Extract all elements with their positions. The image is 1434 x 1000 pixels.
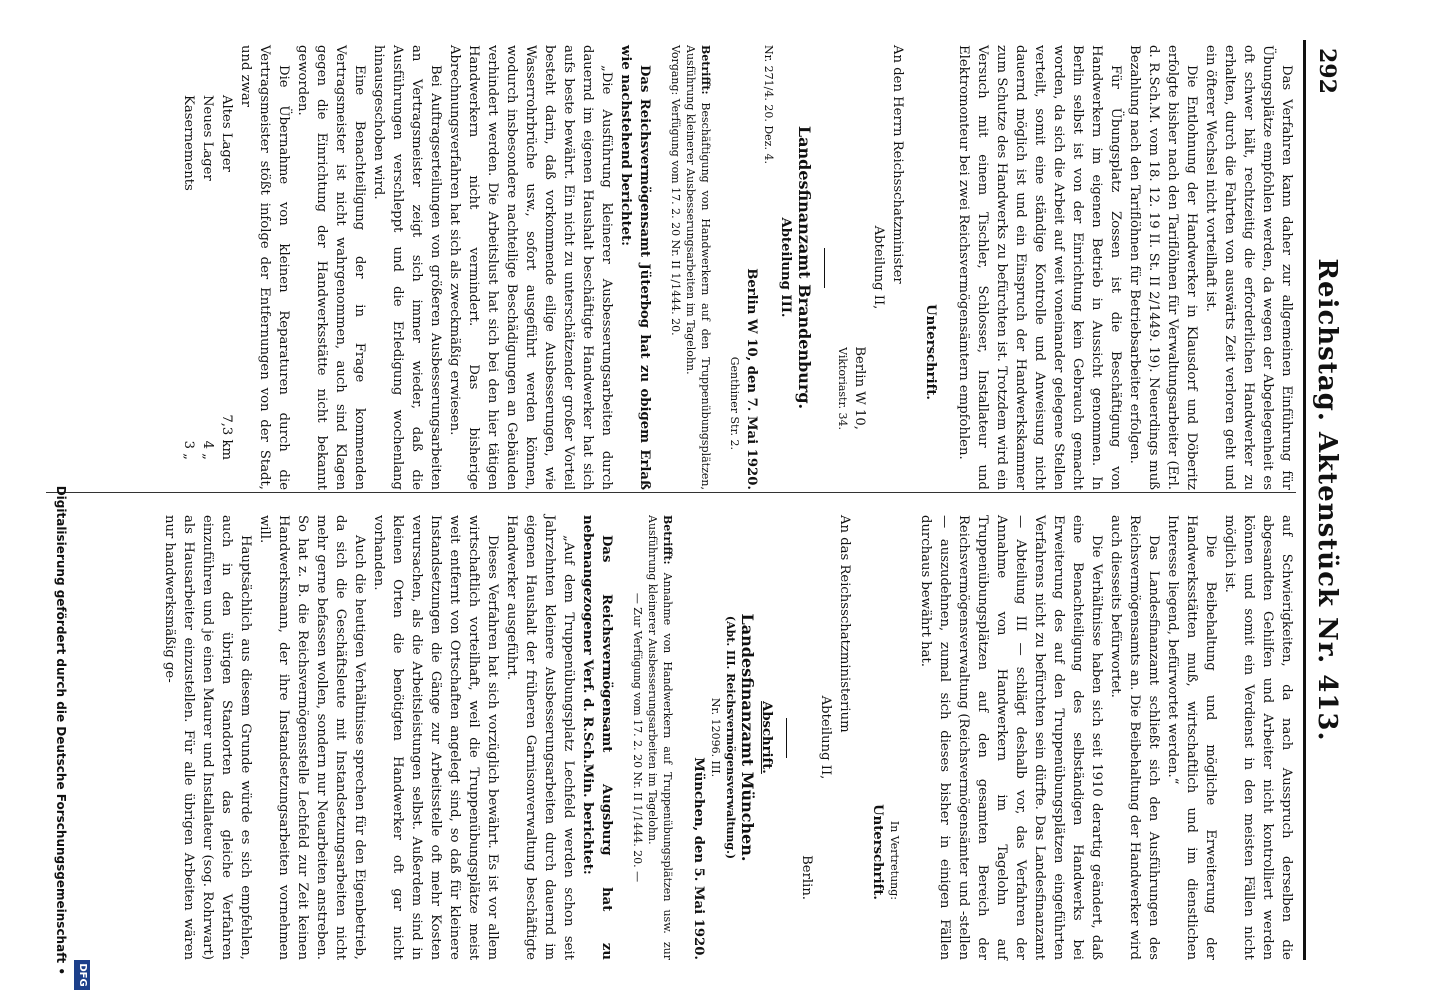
paragraph: Bei Auftragserteilungen von größeren Ausbesserungsarbeiten an Vertragsmeister zeigt sich immer wieder, daß die Ausführungen verschleppt und die Erledigung wochenlang hinausgeschoben wird.	[371, 45, 443, 490]
left-column	[179, 45, 1296, 490]
address-city: Berlin W 10,	[852, 346, 867, 430]
signature-label: In Vertretung:	[888, 820, 901, 900]
date-place: Berlin W 10, den 7. Mai 1920.	[744, 268, 759, 490]
paragraph: Die Beibehaltung und mögliche Erweiterung der Handwerksstätten muß, wirtschaftlich und im dienstlichen Interesse liegend, befürwortet werden.“	[1165, 515, 1218, 960]
abschrift-heading: Abschrift.	[759, 701, 774, 774]
paragraph: Das Reichsvermögensamt Jüterbog hat zu obigem Erlaß wie nachstehend berichtet:	[618, 45, 652, 490]
paragraph: Für Übungsplatz Zossen ist die Beschäftigung von Handwerkern im eigenen Betrieb in Aussicht genommen. In Berlin selbst ist von der Einrichtung kein Gebrauch gemacht worden, da sich die Arbeit auf weit voneinander gelegene Stellen verteilt, somit eine ständige Kontrolle und Anweisung nicht dauernd möglich ist und ein Einspruch der Handwerkskammer zum Schutze des Handwerks zu befürchten ist. Trotzdem wird ein Versuch mit einem Tischler, Schlosser, Installateur und Elektromonteur bei zwei Reichsvermögensämtern empfohlen.	[956, 45, 1123, 490]
divider-rule	[824, 248, 825, 288]
distance-row: Neues Lager 4 „	[200, 95, 215, 460]
digitization-credit: Digitalisierung gefördert durch die Deutsche Forschungsgemeinschaft •	[54, 485, 68, 975]
betrifft-label: Betrifft:	[661, 515, 674, 565]
betrifft-block	[683, 45, 713, 490]
paragraph: Eine Benachteiligung der in Frage kommenden Vertragsmeister ist nicht wahrgenommen, auch sind Klagen gegen die Einrichtung der Handwerksstätte nicht bekannt geworden.	[295, 45, 367, 490]
vorgang: Vorgang: Verfügung vom 17. 2. 20 Nr. II 1/1444. 20.	[669, 45, 682, 336]
distance-row: Kasernements 3 „	[181, 95, 196, 460]
date-street: Genthiner Str. 2.	[728, 356, 741, 450]
paragraph: „Die Ausführung kleinerer Ausbesserungsarbeiten durch dauernd im eigenen Haushalt beschäftigte Handwerker hat sich aufs beste bewährt. Ein nicht zu unterschätzender großer Vorteil besteht darin, daß vorkommende eilige Ausbesserungen, wie Wasserrohrbrüche usw., sofort ausgeführt werden können, wodurch insbesondere nachteilige Beschädigungen an Gebäuden verhindert werden. Die Arbeitslust hat sich bei den hier tätigen Handwerkern nicht vermindert. Das bisherige Abrechnungsverfahren hat sich als zweckmäßig erwiesen.	[447, 45, 614, 490]
paragraph: Die Verhältnisse haben sich seit 1910 derartig geändert, daß eine Benachteiligung des selbständigen Handwerks bei Erweiterung des auf den Truppenübungsplätzen eingeführten Verfahrens nicht zu befürchten sein dürfte. Das Landesfinanzamt — Abteilung III — schlägt deshalb vor, das Verfahren der Annahme von Handwerkern im Tagelohn auf Truppenübungsplätzen auf den gesamten Bereich der Reichsvermögensverwaltung (Reichsvermögensämter und -stellen — auszudehnen, zumal sich dieses bisher in einigen Fällen durchaus bewährt hat.	[918, 515, 1104, 960]
paragraph: Das Landesfinanzamt schließt sich den Ausführungen des Reichsvermögensamts an. Die Beibehaltung der Handwerker wird auch diesseits befürwortet.	[1108, 515, 1161, 960]
betrifft-label: Betrifft:	[699, 45, 712, 95]
betrifft-text: Annahme von Handwerkern auf Truppenübungsplätzen usw. zur Ausführung kleinerer Ausbesserungsarbeiten im Tagelohn.	[646, 515, 674, 960]
paragraph: Die Übernahme von kleinen Reparaturen durch die Vertragsmeister stößt infolge der Entfernungen von der Stadt, und zwar	[238, 45, 291, 490]
signature: Unterschrift.	[870, 804, 885, 900]
paragraph: auf Schwierigkeiten, da nach Ausspruch derselben die abgesandten Gehilfen und Arbeiter nicht kontrolliert werden können und somit ein Verdienst in den meisten Fällen nicht möglich ist.	[1222, 515, 1294, 960]
paragraph: Das Reichsvermögensamt Augsburg hat zu nebenangezogener Verf. d. R.Sch.Min. berichtet:	[580, 515, 614, 960]
paragraph: Das Verfahren kann daher zur allgemeinen Einführung für Übungsplätze empfohlen werden, da wegen der Abgelegenheit es oft schwer hält, rechtzeitig die erforderlichen Handwerker zu erhalten, durch die Fahrten von auswärts Zeit verloren geht und ein öfterer Wechsel nicht vorteilhaft ist.	[1203, 45, 1294, 490]
signature: Unterschrift.	[923, 304, 938, 400]
address-line: An das Reichsschatzministerium	[837, 515, 852, 733]
address-dept: Abteilung II,	[871, 225, 886, 310]
divider-rule	[786, 718, 787, 758]
paragraph: „Auf dem Truppenübungsplatz Lechfeld werden schon seit Jahrzehnten kleinere Ausbesserungsarbeiten durch dauernd im eigenen Haushalt der früheren Garnisonverwaltung beschäftigte Handwerker ausgeführt.	[504, 515, 576, 960]
reference-number: Nr. 271/4. 20. Dez. 4.	[762, 45, 775, 164]
betrifft-text: Beschäftigung von Handwerkern auf den Truppenübungsplätzen, Ausführung kleinerer Ausbesserungsarbeiten im Tagelohn.	[684, 45, 712, 490]
dfg-logo: DFG	[74, 960, 90, 990]
address-line: An den Herrn Reichsschatzminister	[890, 45, 905, 284]
paragraph: Dieses Verfahren hat sich vorzüglich bewährt. Es ist vor allem wirtschaftlich vorteilhaft, weil die Truppenübungsplätze meist weit entfernt von Ortschaften angelegt sind, so daß für kleinere Instandsetzungen die Gänge zur Arbeitsstelle oft mehr Kosten verursachen, als die Arbeitsleistungen selbst. Außerdem sind in kleinen Orten die benötigten Handwerker oft gar nicht vorhanden.	[371, 515, 500, 960]
reference-number: Nr. 12096. III.	[709, 697, 722, 778]
office-heading: Landesfinanzamt Brandenburg.	[795, 125, 814, 410]
office-heading: Landesfinanzamt München.	[738, 613, 757, 862]
page-header	[1303, 40, 1346, 960]
reference: — Zur Verfügung vom 17. 2. 20 Nr. II 1/1444. 20. —	[631, 592, 644, 883]
address-street: Viktoriastr. 34.	[836, 347, 849, 430]
column-divider	[46, 492, 1296, 493]
date-place: München, den 5. Mai 1920.	[691, 757, 706, 960]
paragraph: Auch die heutigen Verhältnisse sprechen für den Eigenbetrieb, da sich die Geschäftsleute mit Instandsetzungsarbeiten nicht mehr gerne befassen wollen, sondern nur Neuarbeiten anstreben. So hat z. B. die Reichsvermögensstelle Lechfeld zur Zeit keinen Handwerksmann, der ihre Instandsetzungsarbeiten vornehmen will.	[257, 515, 367, 960]
office-department: (Abt. III. Reichsvermögensverwaltung.)	[724, 615, 737, 860]
office-department: Abteilung III.	[778, 217, 793, 318]
page-title: Reichstag. Aktenstück Nr. 413.	[1312, 258, 1342, 742]
page-number: 292	[1314, 48, 1340, 94]
betrifft-block	[645, 515, 675, 960]
address-dept: Abteilung II,	[818, 695, 833, 780]
paragraph: Die Entlohnung der Handwerker in Klausdorf und Döberitz erfolgte bisher nach den Tariflöhnen für Verwaltungsarbeiter (Erl. d. R.Sch.M. vom 18. 12. 19 II. St. II 2/1449. 19). Neuerdings muß Bezahlung nach den Tariflöhnen für Betriebsarbeiter erfolgen.	[1127, 45, 1199, 490]
right-column	[160, 515, 1296, 960]
paragraph: Hauptsächlich aus diesem Grunde würde es sich empfehlen, auch in den übrigen Standorten das gleiche Verfahren einzuführen und je einen Maurer und Installateur (sog. Rohrwart) als Hausarbeiter einzustellen. Für alle übrigen Arbeiten wären nur handwerksmäßig ge-	[162, 515, 253, 960]
distance-row: Altes Lager 7,3 km	[219, 95, 234, 460]
address-city: Berlin.	[799, 855, 814, 900]
